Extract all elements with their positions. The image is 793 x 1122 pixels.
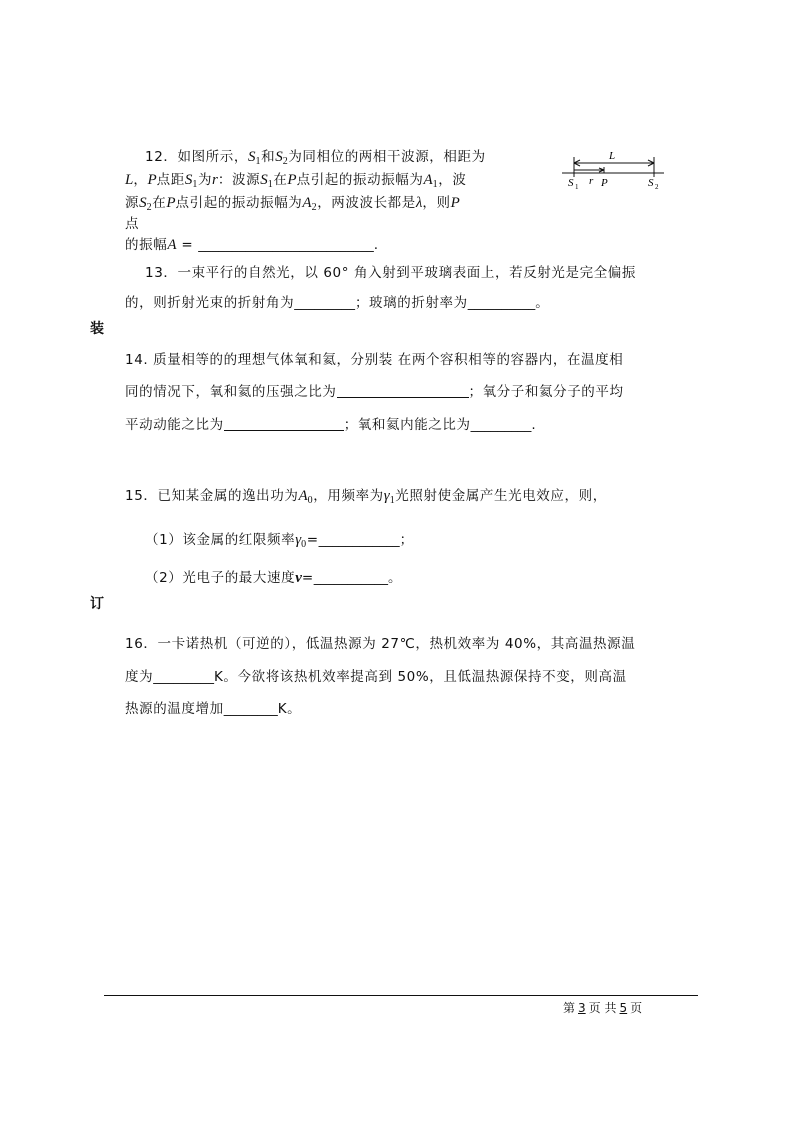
diagram-r-label: r [589, 175, 594, 187]
diagram-S2-sub: 2 [655, 183, 659, 191]
q13-line2: 的，则折射光束的折射角为_________；玻璃的折射率为__________。 [125, 295, 550, 311]
q15-threshold-blank[interactable]: ____________ [318, 532, 400, 548]
total-page-number: 5 [619, 1001, 628, 1015]
footer-divider [104, 995, 698, 996]
q16-line3: 热源的温度增加________K。 [125, 701, 302, 717]
q13-angle-blank[interactable]: _________ [294, 295, 355, 311]
diagram-S2-label: S [648, 177, 654, 189]
q15-subq1: （1）该金属的红限频率$\gamma_0=\_\_\_\_\_\_\_\_\_\_\_\_$； [145, 532, 414, 550]
q15-line1: 15．已知某金属的逸出功为$A_0$，用频率为$\gamma_1$光照射使金属产生光电效应，则， [125, 488, 607, 506]
q14-line1: 14. 质量相等的的理想气体氧和氦，分别装 在两个容积相等的容器内，在温度相 [125, 352, 624, 368]
wave-sources-diagram [560, 143, 670, 193]
q16-line1: 16．一卡诺热机（可逆的），低温热源为 27℃，热机效率为 40%，其高温热源温 [125, 636, 636, 652]
q16-line2: 度为_________K。今欲将该热机效率提高到 50%，且低温热源保持不变，则高温 [125, 669, 627, 685]
q15-subq2: （2）光电子的最大速度v=___________。 [145, 570, 403, 586]
q13-index-blank[interactable]: __________ [467, 295, 536, 311]
q12-answer-blank[interactable]: __________________________. [198, 237, 378, 253]
q12-line3: 源$S_2$在P点引起的振动振幅为$A_2$，两波波长都是λ，则P [125, 195, 460, 213]
binding-label-zhuang: 装 [90, 321, 104, 337]
q12-line5: 的振幅A = __________________________. [125, 237, 378, 253]
q14-line2: 同的情况下，氧和氦的压强之比为 ；氧分子和氦分子的平均 [125, 384, 624, 400]
q14-pressure-blank[interactable] [337, 383, 469, 398]
q14-line3: 平动动能之比为 ；氧和氦内能之比为_________. [125, 417, 537, 433]
diagram-P-label: P [601, 177, 608, 189]
diagram-S1-label: S [568, 177, 574, 189]
q12-line2: L，P点距$S_1$为r：波源$S_1$在P点引起的振动振幅为$A_1$，波 [125, 172, 467, 190]
q16-temperature-blank[interactable]: _________ [153, 669, 214, 685]
page-footer: 第 3 页 共 5 页 [563, 1001, 643, 1015]
diagram-L-label: L [609, 150, 616, 162]
q15-velocity-blank[interactable]: ___________ [313, 570, 389, 586]
q16-increase-blank[interactable]: ________ [223, 701, 278, 717]
diagram-S1-sub: 1 [575, 183, 579, 191]
q12-line1: 12．如图所示，$S_1$和$S_2$为同相位的两相干波源，相距为 [145, 149, 486, 167]
binding-label-ding: 订 [90, 596, 104, 612]
q14-energy-blank[interactable]: _________ [470, 417, 532, 433]
q14-kinetic-blank[interactable] [224, 416, 344, 431]
q12-line4: 点 [125, 216, 140, 232]
current-page-number: 3 [578, 1001, 586, 1015]
q13-line1: 13．一束平行的自然光，以 60° 角入射到平玻璃表面上，若反射光是完全偏振 [145, 265, 636, 281]
